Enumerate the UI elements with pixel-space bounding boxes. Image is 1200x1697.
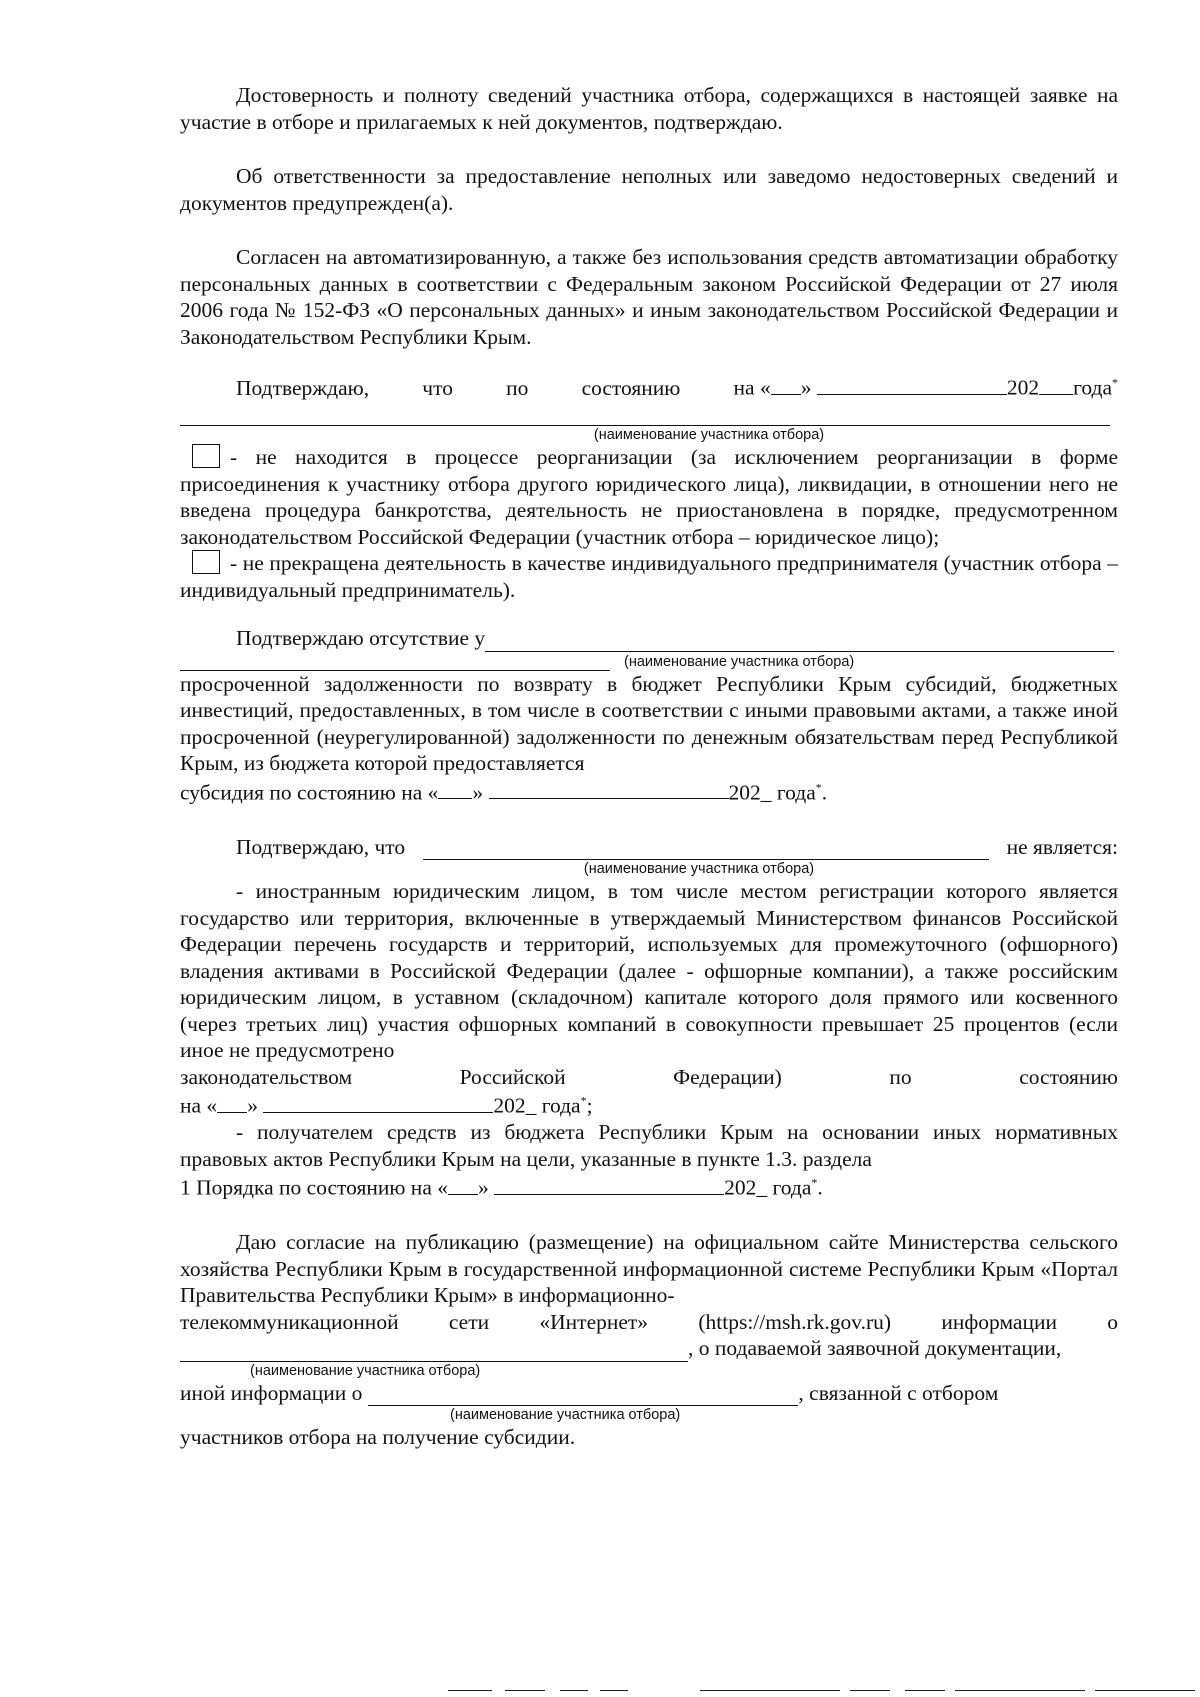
date-field: [734, 372, 1118, 401]
checkbox-item-entrepreneur: [180, 550, 1118, 603]
word: Федерации): [673, 1064, 782, 1089]
text: »: [477, 1175, 489, 1200]
day-blank[interactable]: [438, 777, 472, 800]
paragraph-debt: просроченной задолженности по возврату в бюджет Республики Крым субсидий, бюджетных инвестиций, предоставленных, в том числе в соответствии с иными правовыми актами, а также иной просроченной (неурегулированной) задолженности по денежным обязательствам перед Республикой Крым, из бюджета которой предоставляется: [180, 671, 1118, 775]
footer-dash: [505, 1690, 545, 1691]
year-blank[interactable]: [1039, 372, 1073, 395]
word: (https://msh.rk.gov.ru): [698, 1309, 892, 1334]
word: Подтверждаю,: [236, 375, 370, 400]
word: сети: [448, 1309, 490, 1334]
confirm-status-line: [180, 372, 1118, 401]
lead-text: Подтверждаю, что: [236, 834, 406, 859]
caption-participant: (наименование участника отбора): [593, 427, 825, 443]
year-text: 202_ года: [724, 1175, 812, 1200]
text: ;: [586, 1093, 593, 1118]
word: состоянию: [1019, 1064, 1118, 1089]
paragraph-responsibility: Об ответственности за предоставление неполных или заведомо недостоверных сведений и документов предупрежден(а).: [180, 164, 1118, 215]
footer-dash: [1095, 1690, 1195, 1691]
checkbox-item-legal-entity: [180, 444, 1118, 550]
year-text: 202_ года: [493, 1093, 581, 1118]
month-blank[interactable]: [494, 1172, 724, 1195]
participant-name-blank[interactable]: [180, 401, 1110, 426]
day-blank[interactable]: [448, 1172, 478, 1195]
footer-dash: [448, 1690, 492, 1691]
day-blank[interactable]: [771, 372, 801, 395]
month-blank[interactable]: [489, 777, 729, 800]
text: .: [821, 780, 828, 804]
consent-other-info-line: [180, 1380, 1118, 1407]
footer-dash: [560, 1690, 588, 1691]
item-recipient-date: [180, 1172, 1118, 1201]
footer-dash: [700, 1690, 840, 1691]
caption-row: [180, 652, 1118, 671]
footnote-mark: *: [815, 779, 822, 794]
word: состоянию: [581, 375, 681, 400]
word: что: [422, 375, 453, 400]
caption-participant: (наименование участника отбора): [624, 653, 855, 670]
word: о: [1107, 1309, 1118, 1334]
word: по: [889, 1064, 912, 1089]
footnote-mark: *: [811, 1175, 818, 1190]
text: »: [472, 780, 484, 804]
item-recipient: - получателем средств из бюджета Республики Крым на основании иных нормативных правовых актов Республики Крым на цели, указанные в пункте 1.3. раздела: [180, 1120, 1118, 1171]
item-foreign-date: [180, 1090, 1118, 1119]
paragraph-consent: Даю согласие на публикацию (размещение) на официальном сайте Министерства сельского хозяйства Республики Крым в государственной информационной системе Республики Крым «Портал Правительства Республики Крым» в информационно-: [180, 1230, 1118, 1307]
consent-name-line: [180, 1335, 1118, 1362]
item-foreign-entity-spread: [180, 1064, 1118, 1091]
footer-dash: [850, 1690, 890, 1691]
caption-participant: (наименование участника отбора): [250, 1362, 481, 1379]
word: законодательством: [180, 1064, 353, 1089]
day-blank[interactable]: [217, 1090, 247, 1113]
caption-participant: (наименование участника отбора): [583, 861, 815, 877]
year-prefix: 202: [1006, 375, 1040, 400]
footer-dash: [905, 1690, 945, 1691]
item-foreign-entity: - иностранным юридическим лицом, в том числе местом регистрации которого является государство или территория, включенные в утверждаемый Министерством финансов Российской Федерации перечень государств и территорий, используемых для промежуточного (офшорного) владения активами в Российской Федерации (далее - офшорные компании), а также российским юридическим лицом, в уставном (складочном) капитале которого доля прямого или косвенного (через третьих лиц) участия офшорных компаний в совокупности превышает 25 процентов (если иное не предусмотрено: [180, 879, 1118, 1062]
debt-date-line: [180, 777, 1118, 806]
checkbox-legal-entity[interactable]: [192, 444, 220, 468]
text: 1 Порядка по состоянию на «: [180, 1175, 448, 1200]
text: иной информации о: [180, 1380, 363, 1405]
date-close: »: [800, 375, 812, 400]
footer-dash: [600, 1690, 628, 1691]
text: субсидия по состоянию на «: [180, 780, 439, 804]
caption-participant: (наименование участника отбора): [450, 1407, 681, 1423]
checkbox-entrepreneur[interactable]: [192, 550, 220, 574]
text: .: [817, 1175, 823, 1200]
word: телекоммуникационной: [180, 1309, 399, 1334]
year-text: 202_ года: [728, 780, 816, 804]
month-blank[interactable]: [263, 1090, 493, 1113]
lead-text: Подтверждаю отсутствие у: [236, 626, 486, 650]
participant-name-blank[interactable]: [180, 652, 610, 671]
footer-dash: [955, 1690, 1085, 1691]
word: информации: [941, 1309, 1057, 1334]
consent-last-line: участников отбора на получение субсидии.: [180, 1425, 576, 1449]
text: , связанной с отбором: [798, 1380, 999, 1405]
text: »: [247, 1093, 258, 1118]
footnote-mark: *: [1112, 375, 1118, 390]
participant-name-blank[interactable]: [423, 839, 988, 860]
word: Российской: [459, 1064, 566, 1089]
participant-name-blank[interactable]: [368, 1385, 798, 1406]
document-page: [180, 82, 1118, 1451]
word: по: [506, 375, 529, 400]
confirm-not-line: [180, 834, 1118, 861]
year-word: года: [1073, 375, 1112, 400]
month-blank[interactable]: [817, 372, 1007, 395]
date-open: на «: [733, 375, 771, 400]
participant-name-blank[interactable]: [485, 631, 1114, 652]
confirm-no-debt-line: [180, 625, 1118, 652]
tail-text: не является:: [1006, 834, 1118, 859]
paragraph-accuracy: Достоверность и полноту сведений участника отбора, содержащихся в настоящей заявке на участие в отборе и прилагаемых к ней документов, подтверждаю.: [180, 83, 1118, 134]
participant-name-blank[interactable]: [180, 1341, 688, 1362]
consent-spread-line: [180, 1309, 1118, 1336]
text: , о подаваемой заявочной документации,: [688, 1336, 1062, 1360]
word: «Интернет»: [539, 1309, 649, 1334]
footnote-mark: *: [580, 1093, 587, 1108]
paragraph-personal-data: Согласен на автоматизированную, а также без использования средств автоматизации обработку персональных данных в соответствии с Федеральным законом Российской Федерации от 27 июля 2006 года № 152-ФЗ «О персональных данных» и иным законодательством Российской Федерации и Законодательством Республики Крым.: [180, 245, 1118, 349]
checkbox-label: - не прекращена деятельность в качестве индивидуального предпринимателя (участник отбора – индивидуальный предприниматель).: [180, 551, 1118, 602]
text: на «: [180, 1093, 218, 1118]
checkbox-label: - не находится в процессе реорганизации (за исключением реорганизации в форме присоединения к участнику отбора другого юридического лица), ликвидации, в отношении него не введена процедура банкротства, деятельность не приостановлена в порядке, предусмотренном законодательством Российской Федерации (участник отбора – юридическое лицо);: [180, 445, 1118, 549]
